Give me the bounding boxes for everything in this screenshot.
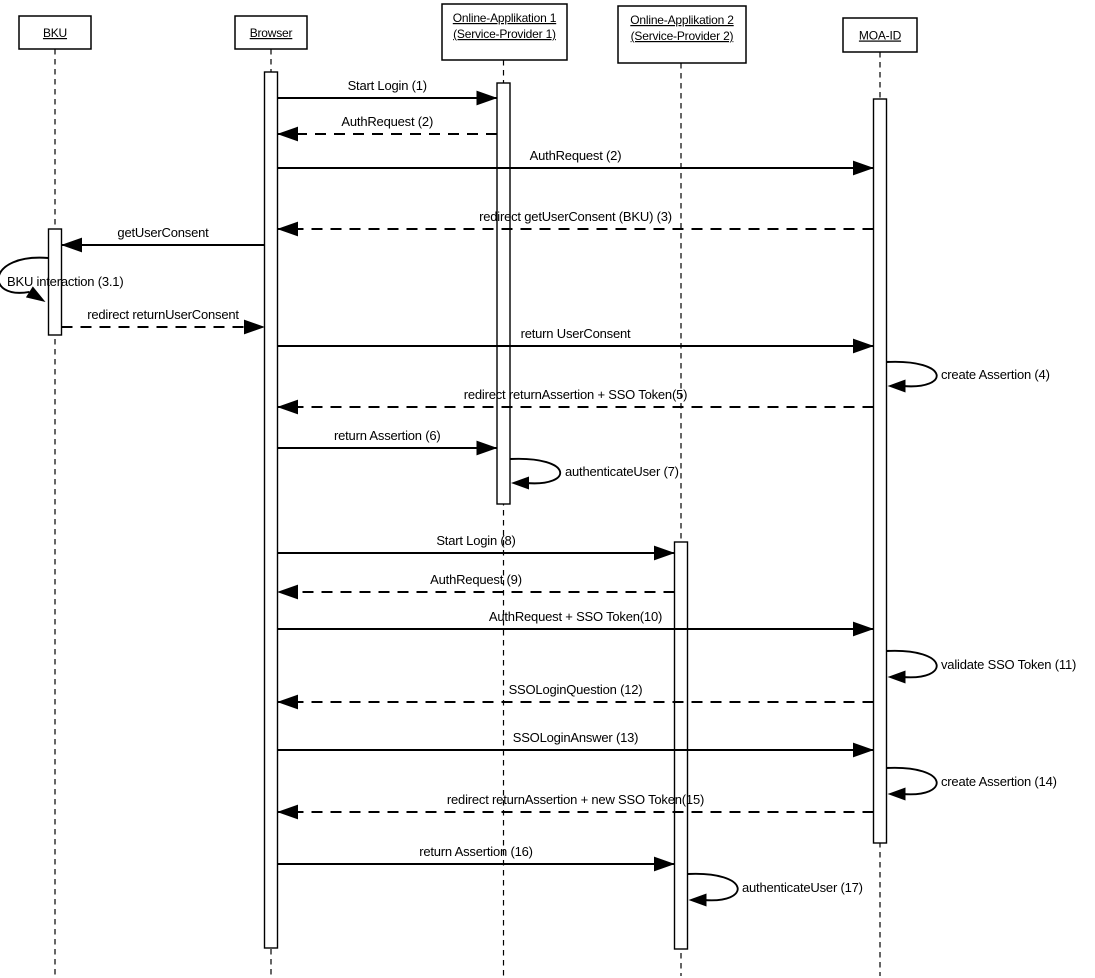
self-message-5 [887, 768, 1057, 801]
message-14 [278, 730, 874, 750]
self-loop-label-2: create Assertion (4) [941, 367, 1050, 382]
message-label-1: Start Login (1) [347, 78, 427, 93]
self-loop-arrow-6 [688, 874, 738, 901]
self-loop-arrow-3 [510, 459, 560, 484]
participant-label-browser: Browser [249, 26, 293, 40]
message-11 [278, 572, 675, 592]
self-message-3 [510, 459, 679, 490]
message-label-7: return UserConsent [520, 326, 631, 341]
message-13 [278, 682, 874, 702]
self-loop-arrowhead-5 [888, 788, 906, 801]
message-label-3: AuthRequest (2) [529, 148, 622, 163]
self-loop-label-5: create Assertion (14) [941, 774, 1057, 789]
message-7 [278, 326, 874, 346]
message-label-9: return Assertion (6) [333, 428, 441, 443]
lifelines-layer [55, 49, 880, 976]
message-label-13: SSOLoginQuestion (12) [508, 682, 643, 697]
message-label-10: Start Login (8) [436, 533, 516, 548]
activation-bar-browser [265, 72, 278, 948]
participant-boxes-layer [19, 4, 917, 63]
self-loop-arrowhead-4 [888, 671, 906, 684]
message-9 [278, 428, 498, 448]
message-label-4: redirect getUserConsent (BKU) (3) [479, 209, 672, 224]
self-loop-arrowhead-2 [888, 380, 906, 393]
message-label-14: SSOLoginAnswer (13) [512, 730, 639, 745]
message-3 [278, 148, 874, 168]
message-2 [278, 114, 498, 134]
participant-label-moaid: MOA-ID [858, 28, 902, 43]
participant-label-oa1-line2: (Service-Provider 1) [453, 27, 556, 41]
message-15 [278, 792, 874, 812]
activation-bar-moaid [874, 99, 887, 843]
messages-layer [62, 78, 874, 864]
message-4 [278, 209, 874, 229]
participant-label-oa1-line1: Online-Applikation 1 [452, 11, 557, 25]
self-message-2 [887, 362, 1050, 393]
self-loop-label-4: validate SSO Token (11) [941, 657, 1077, 672]
message-label-15: redirect returnAssertion + new SSO Token(15) [446, 792, 705, 807]
message-12 [278, 609, 874, 629]
message-10 [278, 533, 675, 553]
self-messages-layer [0, 258, 1076, 907]
message-16 [278, 844, 675, 864]
message-label-5: getUserConsent [117, 225, 209, 240]
self-loop-arrow-5 [887, 768, 937, 795]
message-8 [278, 387, 874, 407]
message-label-2: AuthRequest (2) [341, 114, 434, 129]
activation-bar-oa1 [497, 83, 510, 504]
self-message-4 [887, 651, 1077, 684]
message-label-11: AuthRequest (9) [430, 572, 522, 587]
self-loop-arrow-2 [887, 362, 937, 387]
message-1 [278, 78, 498, 98]
participant-label-oa2-line1: Online-Applikation 2 [630, 13, 734, 27]
message-5 [62, 225, 265, 245]
activations-layer [49, 72, 887, 949]
message-label-12: AuthRequest + SSO Token(10) [488, 609, 663, 624]
participant-label-oa2-line2: (Service-Provider 2) [630, 29, 734, 43]
self-loop-label-6: authenticateUser (17) [742, 880, 863, 895]
message-label-16: return Assertion (16) [419, 844, 533, 859]
self-message-6 [688, 874, 863, 907]
self-loop-arrow-4 [887, 651, 937, 678]
self-loop-arrowhead-3 [511, 477, 529, 490]
self-loop-label-1: BKU interaction (3.1) [7, 274, 124, 289]
activation-bar-oa2 [675, 542, 688, 949]
message-label-6: redirect returnUserConsent [87, 307, 239, 322]
participant-label-bku: BKU [42, 26, 68, 40]
message-label-8: redirect returnAssertion + SSO Token(5) [463, 387, 688, 402]
self-loop-arrowhead-6 [689, 894, 707, 907]
message-6 [62, 307, 265, 327]
self-loop-label-3: authenticateUser (7) [565, 464, 679, 479]
